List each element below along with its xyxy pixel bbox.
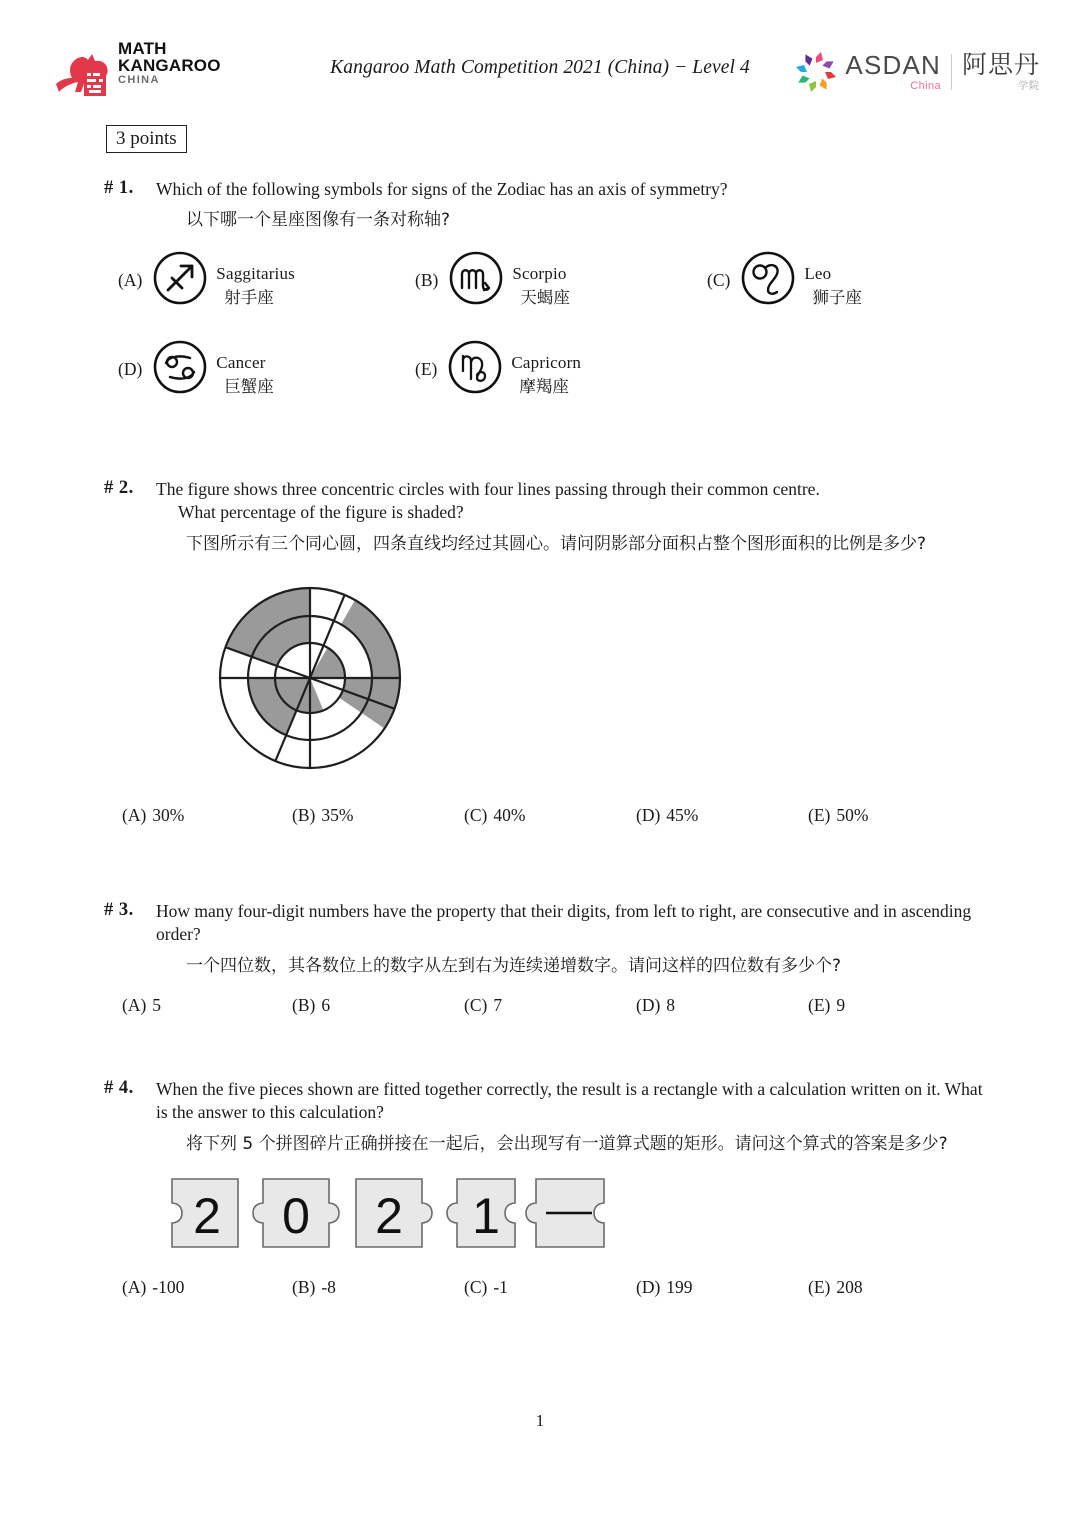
question-2-choices [0, 805, 1080, 826]
q4-choice-e-label: (E) [808, 1277, 831, 1298]
question-3-text-cn: 一个四位数，其各数位上的数字从左到右为连续递增数字。请问这样的四位数有多少个? [186, 955, 842, 976]
q2-choice-e-text: 50% [836, 805, 869, 826]
q4-choice-e-text: 208 [836, 1277, 863, 1298]
question-1-options-row-2 [0, 339, 1080, 398]
puzzle-piece-1 [172, 1179, 238, 1247]
q4-choice-a-text: -100 [152, 1277, 185, 1298]
question-3 [0, 900, 1080, 1016]
q2-choice-c[interactable] [464, 805, 636, 826]
page-title: Kangaroo Math Competition 2021 (China) − Level 4 [330, 57, 750, 78]
asdan-cn-name: 阿思丹 [961, 50, 1040, 79]
q3-choice-b[interactable] [292, 995, 464, 1016]
q3-choice-b-text: 6 [321, 995, 331, 1016]
q4-choice-b-label: (B) [292, 1277, 316, 1298]
question-2 [0, 478, 1080, 826]
option-d-names [216, 339, 274, 398]
q4-choice-d-label: (D) [636, 1277, 661, 1298]
puzzle-piece-3 [356, 1179, 432, 1247]
concentric-circles-figure [205, 573, 415, 783]
option-a-names [216, 250, 295, 309]
question-4-choices [0, 1277, 1080, 1298]
question-2-number: # 2. [104, 478, 134, 498]
option-a-sagittarius[interactable] [118, 250, 415, 309]
sagittarius-icon [152, 250, 208, 306]
question-3-choices [0, 995, 1080, 1016]
q3-choice-a-label: (A) [122, 995, 147, 1016]
logo-line-kangaroo: KANGAROO [118, 56, 221, 75]
q4-choice-c[interactable] [464, 1277, 636, 1298]
cancer-icon [152, 339, 208, 395]
option-e-name-en: Capricorn [511, 352, 582, 372]
question-2-text-en-line2: What percentage of the figure is shaded? [178, 502, 464, 523]
option-b-label: (B) [415, 269, 439, 290]
q2-choice-e[interactable] [808, 805, 868, 826]
question-4-text-en: When the five pieces shown are fitted together correctly, the result is a rectangle with a calculation written on it. What is the answer to this calculation? [156, 1079, 983, 1123]
svg-text:2: 2 [193, 1188, 221, 1245]
page-number: 1 [535, 1411, 545, 1430]
q4-choice-d[interactable] [636, 1277, 808, 1298]
asdan-logo [795, 48, 1040, 96]
option-a-name-en: Saggitarius [216, 263, 295, 283]
page-header [0, 0, 1080, 110]
svg-text:0: 0 [282, 1188, 310, 1245]
option-d-cancer[interactable] [118, 339, 415, 398]
question-1-options-row-1 [0, 250, 1080, 309]
option-a-name-cn: 射手座 [224, 288, 274, 308]
option-b-names [512, 250, 570, 309]
question-1-number: # 1. [104, 178, 134, 198]
q2-choice-d-text: 45% [666, 805, 699, 826]
option-d-label: (D) [118, 358, 143, 379]
option-e-capricorn[interactable] [415, 339, 581, 398]
option-b-scorpio[interactable] [415, 250, 707, 309]
q2-choice-c-label: (C) [464, 805, 488, 826]
q2-choice-a-label: (A) [122, 805, 147, 826]
q4-choice-a[interactable] [122, 1277, 292, 1298]
asdan-chinese-name [961, 50, 1040, 92]
option-c-name-cn: 狮子座 [812, 288, 862, 308]
option-b-name-en: Scorpio [512, 263, 567, 283]
q4-choice-b-text: -8 [321, 1277, 336, 1298]
puzzle-piece-5 [526, 1179, 604, 1247]
q3-choice-d-text: 8 [666, 995, 676, 1016]
asdan-sub: China [910, 80, 941, 92]
question-4-puzzle [0, 1171, 1080, 1255]
q3-choice-b-label: (B) [292, 995, 316, 1016]
q2-choice-d-label: (D) [636, 805, 661, 826]
option-e-name-cn: 摩羯座 [519, 377, 569, 397]
option-a-label: (A) [118, 269, 143, 290]
option-e-names [511, 339, 581, 398]
question-4-number: # 4. [104, 1078, 134, 1098]
question-1-text-cn: 以下哪一个星座图像有一条对称轴? [186, 210, 451, 231]
question-2-text-en-line1: The figure shows three concentric circles with four lines passing through their common centre. [156, 479, 820, 499]
q2-choice-c-text: 40% [493, 805, 526, 826]
question-4-text-cn: 将下列 5 个拼图碎片正确拼接在一起后，会出现写有一道算式题的矩形。请问这个算式的答案是多少? [186, 1133, 948, 1154]
q3-choice-d-label: (D) [636, 995, 661, 1016]
q3-choice-c-text: 7 [493, 995, 503, 1016]
q3-choice-c-label: (C) [464, 995, 488, 1016]
svg-text:1: 1 [472, 1188, 500, 1245]
capricorn-icon [447, 339, 503, 395]
q2-choice-a-text: 30% [152, 805, 185, 826]
q2-choice-a[interactable] [122, 805, 292, 826]
q2-choice-e-label: (E) [808, 805, 831, 826]
question-2-text-cn: 下图所示有三个同心圆，四条直线均经过其圆心。请问阴影部分面积占整个图形面积的比例是多少? [186, 533, 927, 554]
question-3-number: # 3. [104, 900, 134, 920]
q3-choice-e[interactable] [808, 995, 845, 1016]
q3-choice-a-text: 5 [152, 995, 162, 1016]
asdan-petals-icon [795, 51, 837, 93]
q2-choice-d[interactable] [636, 805, 808, 826]
q3-choice-d[interactable] [636, 995, 808, 1016]
q4-choice-d-text: 199 [666, 1277, 693, 1298]
option-e-label: (E) [415, 358, 438, 379]
question-1-text-en: Which of the following symbols for signs of the Zodiac has an axis of symmetry? [156, 179, 728, 199]
points-badge: 3 points [106, 125, 187, 153]
option-c-name-en: Leo [804, 263, 832, 283]
q2-choice-b-text: 35% [321, 805, 354, 826]
question-2-figure-wrap [0, 573, 1080, 783]
logo-line-math: MATH [118, 39, 167, 58]
puzzle-piece-4 [447, 1179, 515, 1247]
option-c-leo[interactable] [707, 250, 862, 309]
jigsaw-pieces-figure [160, 1171, 620, 1255]
asdan-name: ASDAN [845, 50, 941, 80]
question-3-text-en: How many four-digit numbers have the property that their digits, from left to right, are consecutive and in ascending order? [156, 901, 972, 945]
option-d-name-cn: 巨蟹座 [224, 377, 274, 397]
logo-line-china: CHINA [118, 74, 160, 86]
option-c-label: (C) [707, 269, 731, 290]
option-c-names [804, 250, 862, 309]
scorpio-icon [448, 250, 504, 306]
q4-choice-e[interactable] [808, 1277, 863, 1298]
question-1 [0, 178, 1080, 398]
q4-choice-c-label: (C) [464, 1277, 488, 1298]
asdan-english-name [845, 52, 941, 92]
question-4 [0, 1078, 1080, 1298]
q2-choice-b-label: (B) [292, 805, 316, 826]
q4-choice-c-text: -1 [493, 1277, 508, 1298]
q3-choice-e-text: 9 [836, 995, 846, 1016]
asdan-cn-sub: 学院 [1018, 80, 1040, 92]
puzzle-piece-2 [253, 1179, 339, 1247]
option-d-name-en: Cancer [216, 352, 266, 372]
q3-choice-a[interactable] [122, 995, 292, 1016]
asdan-divider [951, 54, 952, 90]
q4-choice-a-label: (A) [122, 1277, 147, 1298]
option-b-name-cn: 天蝎座 [520, 288, 570, 308]
q4-choice-b[interactable] [292, 1277, 464, 1298]
q3-choice-e-label: (E) [808, 995, 831, 1016]
leo-icon [740, 250, 796, 306]
q2-choice-b[interactable] [292, 805, 464, 826]
svg-text:2: 2 [375, 1188, 403, 1245]
q3-choice-c[interactable] [464, 995, 636, 1016]
